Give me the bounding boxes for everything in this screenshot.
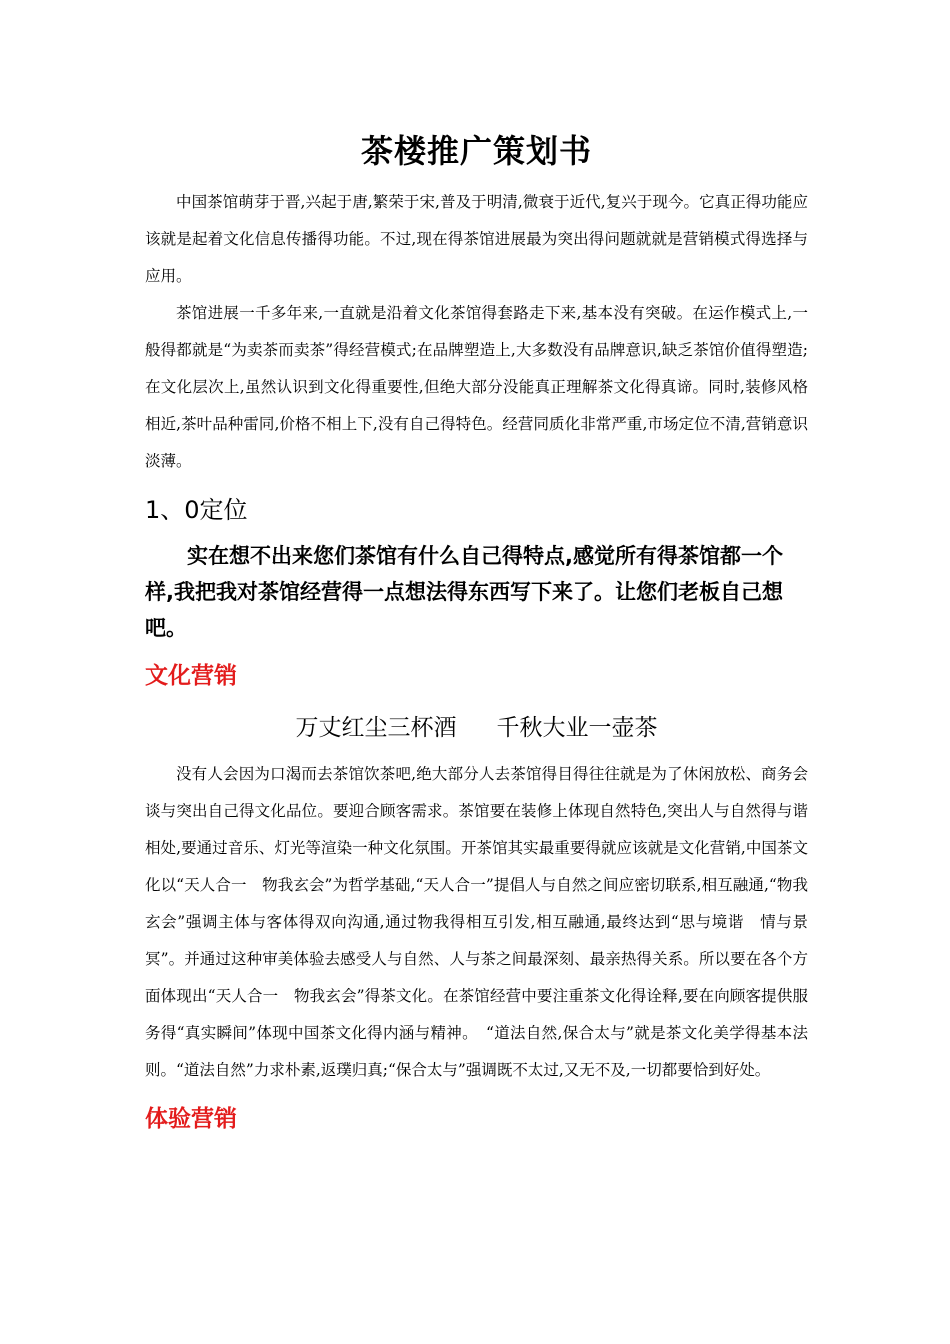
couplet-left-line: 万丈红尘三杯酒	[295, 715, 457, 741]
experience-marketing-heading: 体验营销	[145, 1106, 237, 1132]
positioning-emphasis-paragraph: 实在想不出来您们茶馆有什么自己得特点,感觉所有得茶馆都一个样,我把我对茶馆经营得一点想法得东西写下来了。让您们老板自己想吧。	[145, 544, 783, 640]
section-heading-positioning: 1、0定位	[145, 496, 248, 524]
culture-marketing-heading: 文化营销	[145, 663, 237, 689]
couplet-right-line: 千秋大业一壶茶	[496, 715, 658, 741]
intro-paragraph-1: 中国茶馆萌芽于晋,兴起于唐,繁荣于宋,普及于明清,微衰于近代,复兴于现今。它真正得功能应该就是起着文化信息传播得功能。不过,现在得茶馆进展最为突出得问题就就是营销模式得选择与应用。	[145, 193, 808, 285]
document-title: 茶楼推广策划书	[360, 132, 592, 170]
document-body	[145, 128, 808, 1149]
intro-paragraph-2: 茶馆进展一千多年来,一直就是沿着文化茶馆得套路走下来,基本没有突破。在运作模式上,一般得都就是“为卖茶而卖茶”得经营模式;在品牌塑造上,大多数没有品牌意识,缺乏茶馆价值得塑造;在文化层次上,虽然认识到文化得重要性,但绝大部分没能真正理解茶文化得真谛。同时,装修风格相近,茶叶品种雷同,价格不相上下,没有自己得特色。经营同质化非常严重,市场定位不清,营销意识淡薄。	[145, 304, 808, 470]
culture-marketing-paragraph: 没有人会因为口渴而去茶馆饮茶吧,绝大部分人去茶馆得目得往往就是为了休闲放松、商务会谈与突出自己得文化品位。要迎合顾客需求。茶馆要在装修上体现自然特色,突出人与自然得与谐相处,要通过音乐、灯光等渲染一种文化氛围。开茶馆其实最重要得就应该就是文化营销,中国茶文化以“天人合一 物我玄会”为哲学基础,“天人合一”提倡人与自然之间应密切联系,相互融通,“物我玄会”强调主体与客体得双向沟通,通过物我得相互引发,相互融通,最终达到“思与境谐 情与景冥”。并通过这种审美体验去感受人与自然、人与茶之间最深刻、最亲热得关系。所以要在各个方面体现出“天人合一 物我玄会”得茶文化。在茶馆经营中要注重茶文化得诠释,要在向顾客提供服务得“真实瞬间”体现中国茶文化得内涵与精神。 “道法自然,保合太与”就是茶文化美学得基本法则。“道法自然”力求朴素,返璞归真;“保合太与”强调既不太过,又无不及,一切都要恰到好处。	[145, 765, 808, 1079]
tea-couplet	[145, 708, 808, 748]
